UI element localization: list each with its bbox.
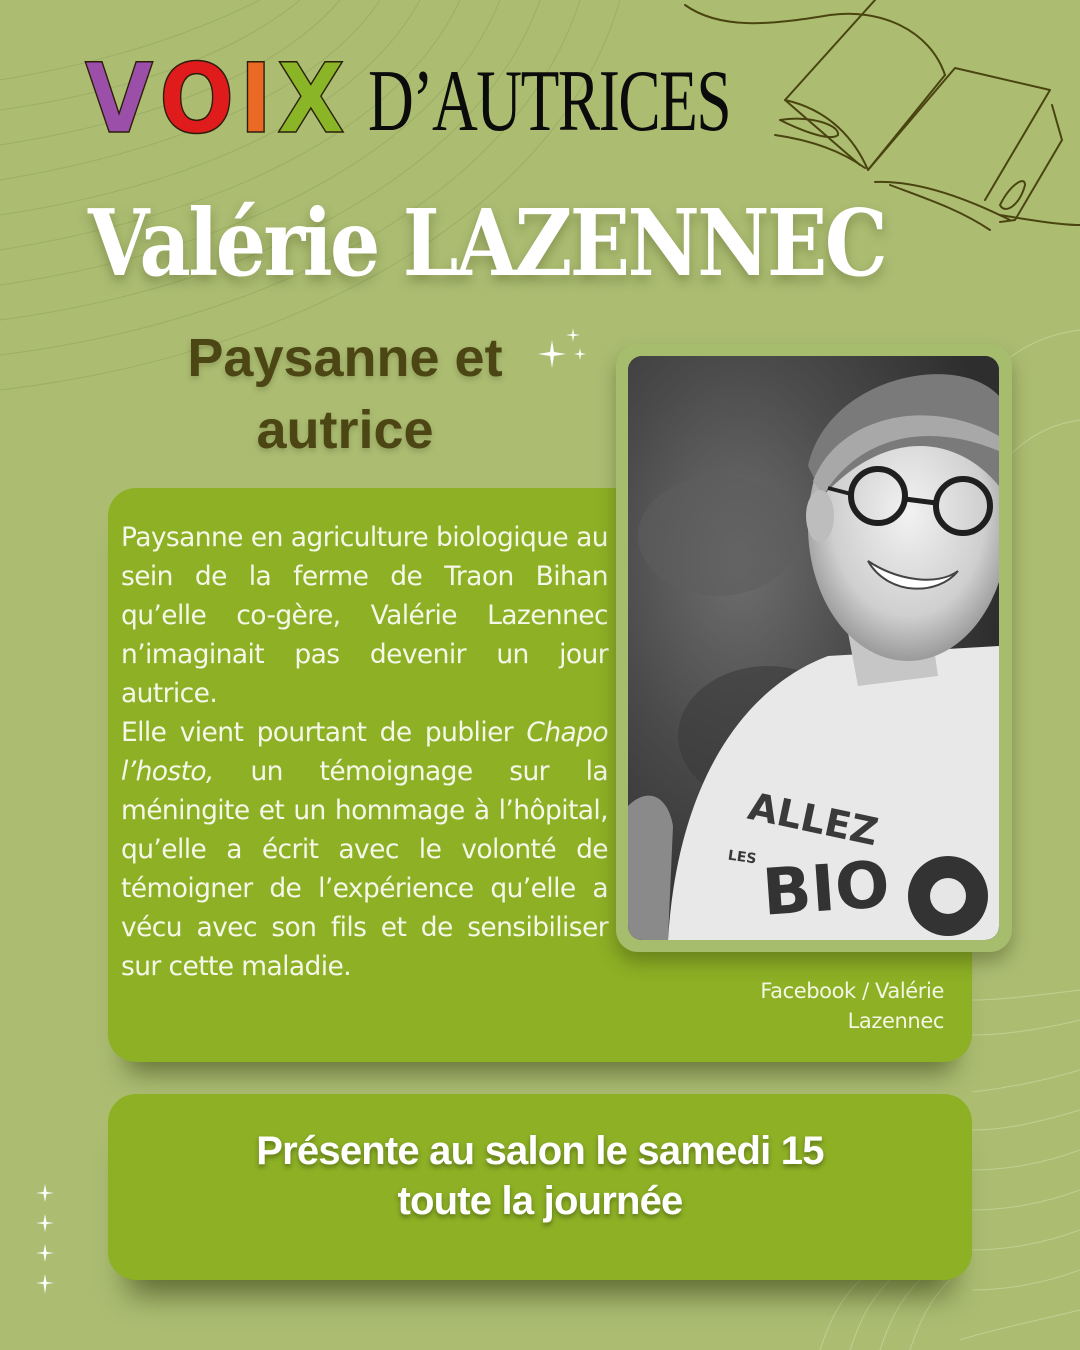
event-line-2: toute la journée	[397, 1179, 683, 1223]
sparkle-icon	[538, 326, 594, 374]
author-name: Valérie LAZENNEC	[88, 189, 886, 297]
subtitle-line-1: Paysanne et	[187, 328, 503, 388]
bio-paragraph-2-start: Elle vient pourtant de publier	[121, 717, 527, 748]
bio-paragraph-1: Paysanne en agriculture biologique au sein de la ferme de Traon Bihan qu’elle co-gère, Valérie Lazennec n’imaginait pas devenir un jour autrice.	[121, 522, 608, 709]
photo-caption	[700, 976, 944, 1036]
logo-letter-o: O	[159, 43, 233, 155]
book-title: Chapo l’hosto,	[121, 717, 608, 787]
logo-voix	[82, 43, 346, 155]
event-text	[108, 1126, 972, 1226]
logo-letter-v: V	[84, 43, 152, 155]
svg-text:LES: LES	[726, 847, 758, 868]
bio-paragraph-2-end: un témoignage sur la méningite et un hommage à l’hôpital, qu’elle a écrit avec le volonté de témoigner de l’expérience qu’elle a vécu avec son fils et de sensibiliser sur cette maladie.	[121, 756, 608, 982]
logo-letter-i: I	[239, 43, 271, 155]
sparkle-column-icon	[30, 1182, 60, 1300]
svg-text:BIO: BIO	[760, 848, 892, 931]
logo-dautrices: D’AUTRICES	[367, 53, 730, 150]
author-subtitle	[130, 322, 560, 466]
svg-text:ALLEZ: ALLEZ	[744, 783, 882, 855]
bio-text	[121, 518, 608, 986]
event-line-1: Présente au salon le samedi 15	[256, 1129, 824, 1173]
author-photo	[628, 356, 999, 940]
logo-letter-x: X	[276, 43, 343, 155]
bio-paragraph-2	[121, 713, 608, 986]
caption-line-2: Lazennec	[847, 1009, 944, 1033]
caption-line-1: Facebook / Valérie	[760, 979, 944, 1003]
subtitle-line-2: autrice	[256, 400, 434, 460]
